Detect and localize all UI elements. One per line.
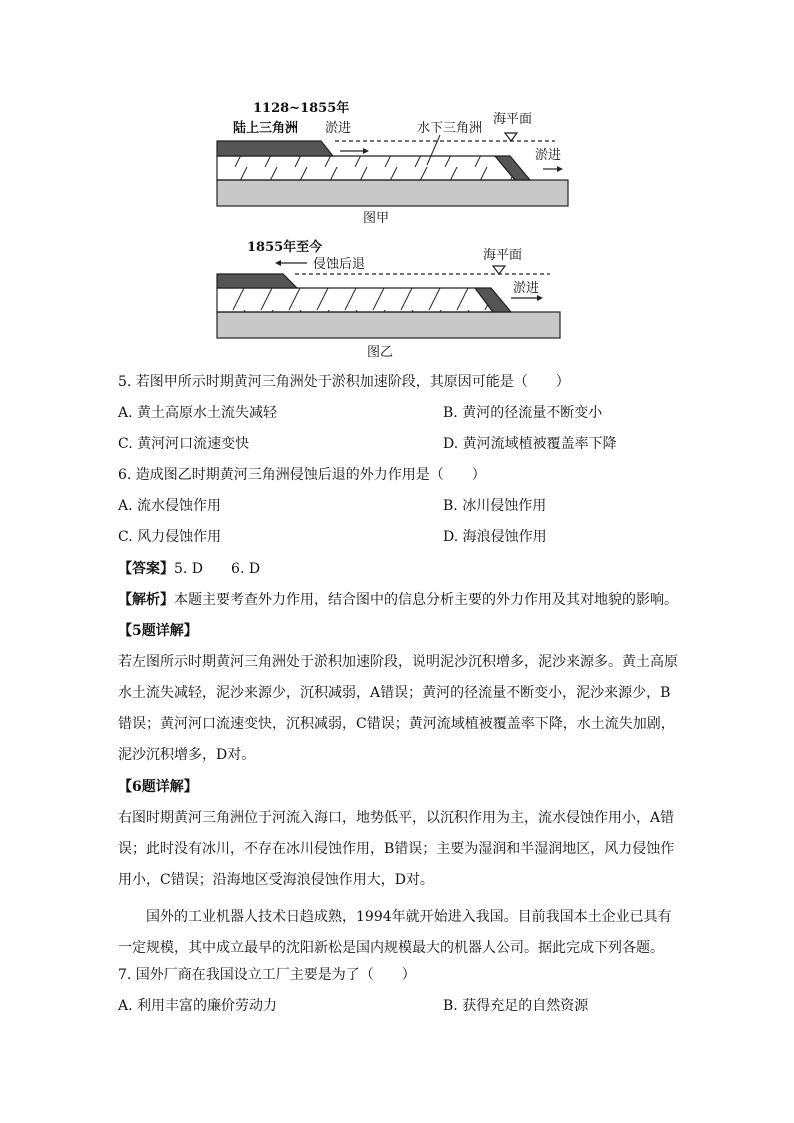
q6-stem: 6. 造成图乙时期黄河三角洲侵蚀后退的外力作用是（ ）: [118, 467, 486, 483]
figure-b-sea-level-marker: [493, 266, 505, 274]
q6-option-c: C. 风力侵蚀作用: [118, 529, 222, 545]
q7-stem: 7. 国外厂商在我国设立工厂主要是为了（ ）: [118, 967, 416, 983]
figure-a-sediment-layer: [217, 156, 515, 180]
detail6-heading: 【6题详解】: [118, 779, 198, 795]
figure-a-period: 1128~1855年: [253, 101, 350, 116]
figure-a-silting-arrow-right-head: [557, 166, 563, 172]
figure-b-sea-level-label: 海平面: [483, 248, 523, 263]
figure-b-diagram: [205, 238, 580, 363]
figure-b-sediment-layer: [217, 288, 493, 312]
analysis-label: 【解析】: [118, 592, 174, 608]
q7-option-a: A. 利用丰富的廉价劳动力: [118, 998, 278, 1014]
analysis-text: 本题主要考查外力作用，结合图中的信息分析主要的外力作用及其对地貌的影响。: [174, 592, 678, 608]
figure-a-caption: 图甲: [363, 211, 390, 226]
analysis-line: [118, 590, 678, 610]
q5-option-c: C. 黄河河口流速变快: [118, 436, 250, 452]
figure-b-erosion-arrow-head: [275, 260, 281, 266]
q5-option-a: A. 黄土高原水土流失减轻: [118, 405, 278, 421]
passage-text: 国外的工业机器人技术日趋成熟，1994年就开始进入我国。目前我国本土企业已具有一定规模，其中成立最早的沈阳新松是国内规模最大的机器人公司。据此完成下列各题。: [118, 909, 672, 956]
figure-a-land-delta-label: 陆上三角洲: [233, 121, 299, 136]
figure-a-underwater-delta-label: 水下三角洲: [417, 121, 483, 136]
figure-b-silting-label: 淤进: [513, 281, 540, 296]
figure-b-silting-arrow-head: [537, 295, 543, 301]
figure-a-diagram: [205, 95, 580, 230]
figure-a-land-delta: [217, 141, 333, 156]
q5-option-d: D. 黄河流域植被覆盖率下降: [443, 436, 617, 452]
figure-b-period: 1855年至今: [247, 240, 323, 255]
figure-a-bedrock: [217, 180, 568, 206]
detail5-text: 若左图所示时期黄河三角洲处于淤积加速阶段，说明泥沙沉积增多，泥沙来源多。黄土高原水土流失减轻，泥沙来源少，沉积减弱，A错误；黄河的径流量不断变小，泥沙来源少，B错误；黄河河口流速变快，沉积减弱，C错误；黄河流域植被覆盖率下降，水土流失加剧，泥沙沉积增多，D对。: [118, 654, 678, 763]
figure-b-bedrock: [217, 312, 560, 338]
q7-option-b: B. 获得充足的自然资源: [443, 998, 589, 1014]
q6-option-a: A. 流水侵蚀作用: [118, 498, 222, 514]
answer-text: 5. D 6. D: [174, 561, 261, 577]
figure-a-sea-level-label: 海平面: [493, 112, 533, 127]
q6-option-b: B. 冰川侵蚀作用: [443, 498, 547, 514]
figure-a-silting-right-label: 淤进: [535, 148, 562, 163]
figure-b-erosion-label: 侵蚀后退: [313, 257, 366, 272]
figure-a-silting-arrow-left-head: [363, 148, 369, 154]
figure-b-land-delta: [217, 274, 297, 288]
figure-a-sea-level-marker: [505, 133, 517, 141]
detail6-text: 右图时期黄河三角洲位于河流入海口，地势低平，以沉积作用为主，流水侵蚀作用小，A错误；此时没有冰川，不存在冰川侵蚀作用，B错误；主要为湿润和半湿润地区，风力侵蚀作用小，C错误；沿海地区受海浪侵蚀作用大，D对。: [118, 810, 675, 888]
answer-label: 【答案】: [118, 561, 174, 577]
q5-option-b: B. 黄河的径流量不断变小: [443, 405, 603, 421]
q5-stem: 5. 若图甲所示时期黄河三角洲处于淤积加速阶段，其原因可能是（ ）: [118, 374, 570, 390]
answer-line: [118, 559, 260, 579]
figure-a-silting-left-label: 淤进: [325, 121, 352, 136]
q6-option-d: D. 海浪侵蚀作用: [443, 529, 547, 545]
detail5-heading: 【5题详解】: [118, 623, 198, 639]
figure-b-caption: 图乙: [367, 345, 394, 360]
